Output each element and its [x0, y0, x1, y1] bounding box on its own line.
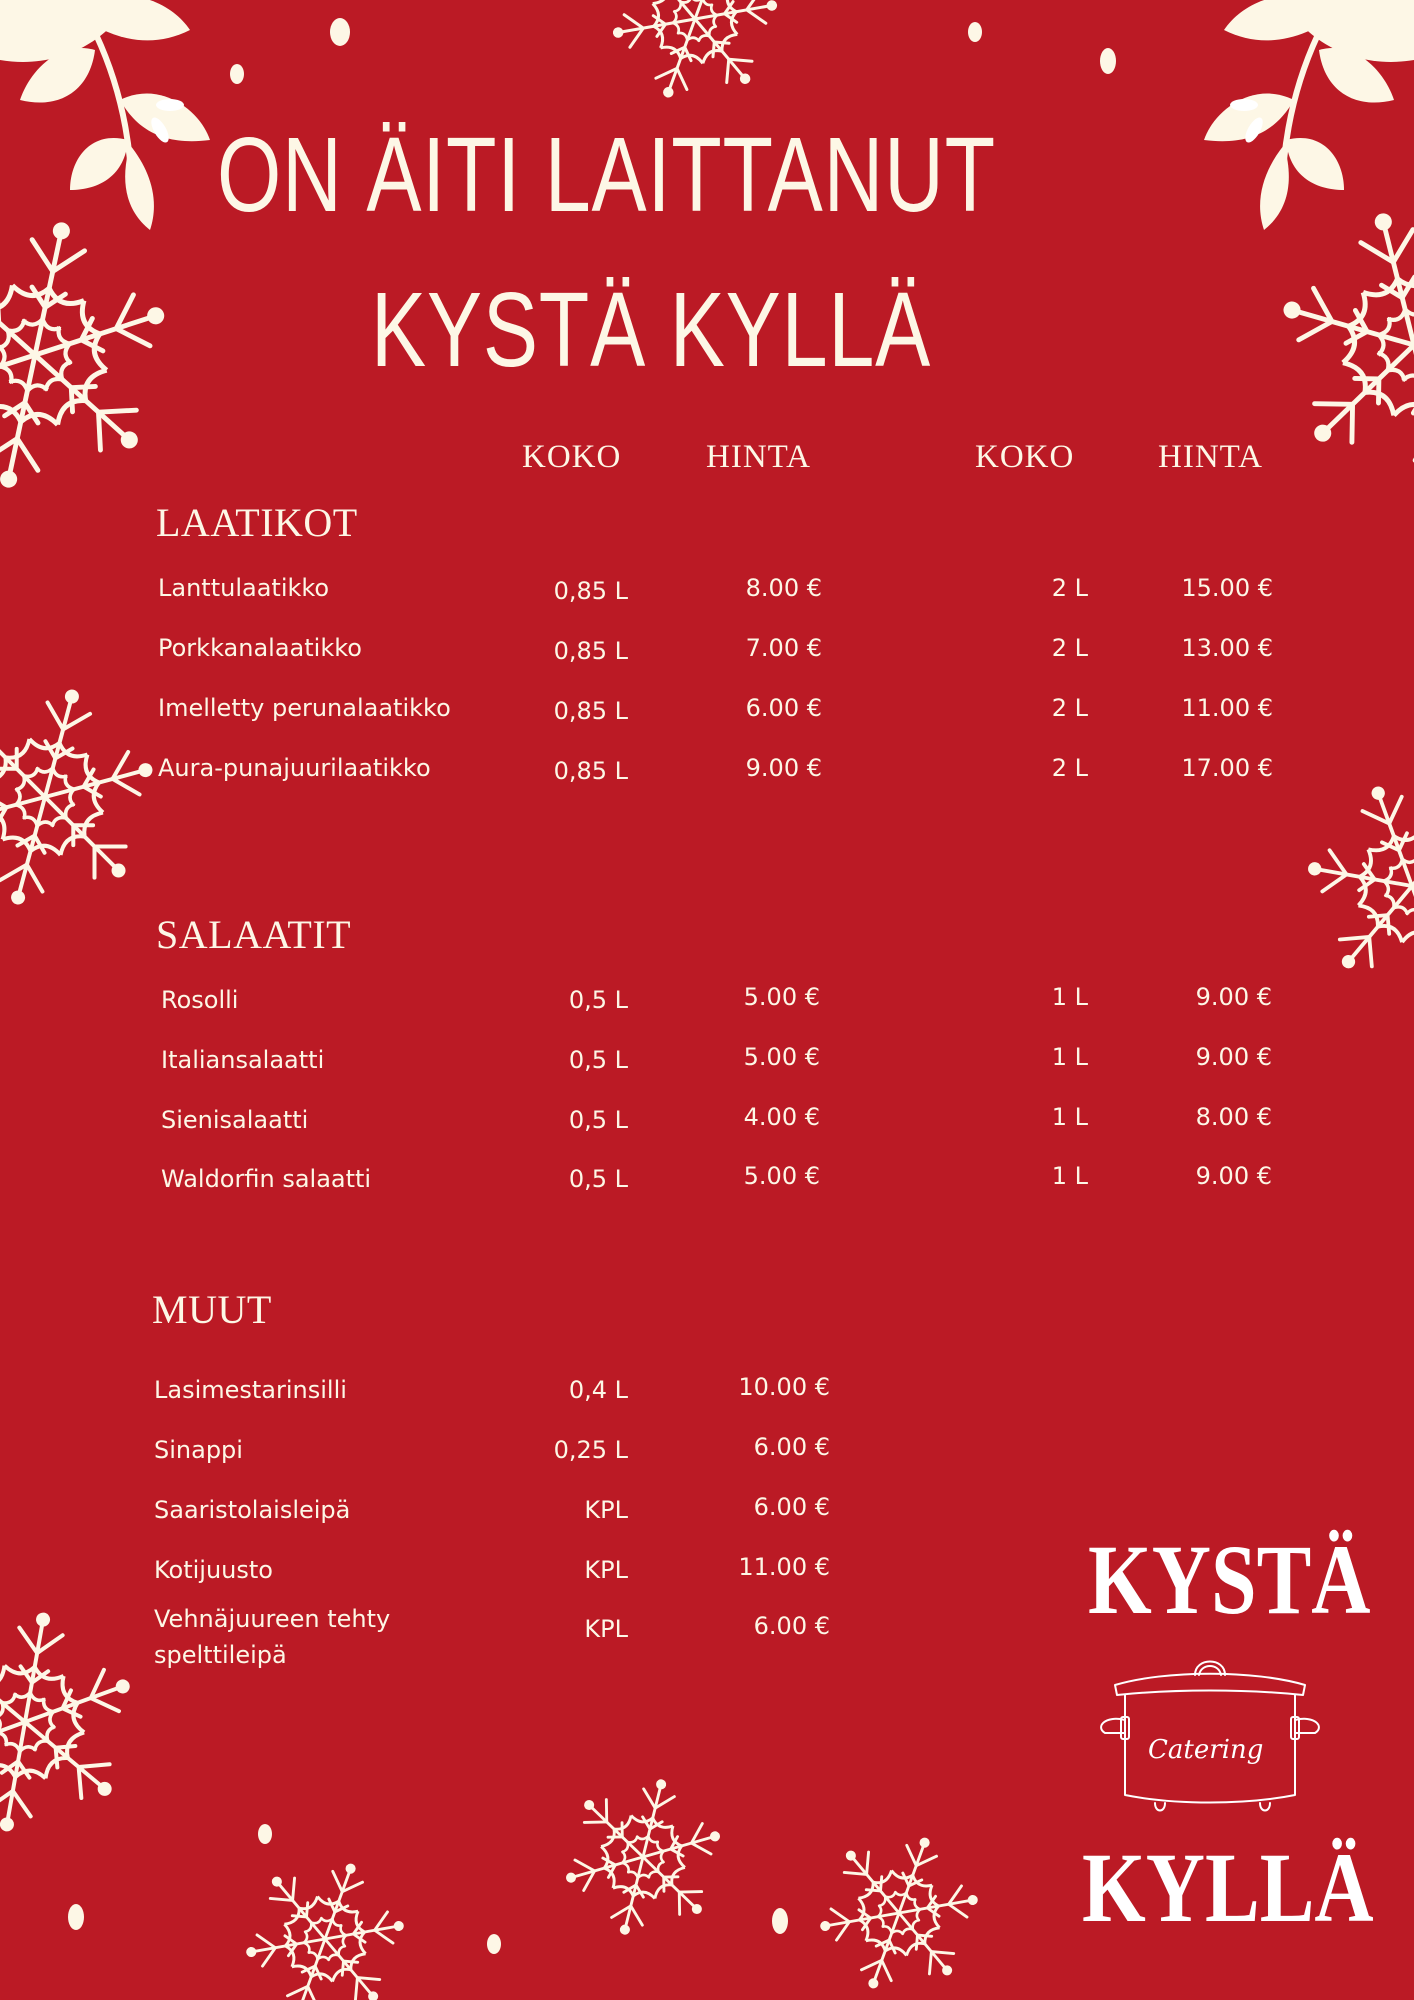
item-size-1: 0,4 L — [568, 1376, 628, 1404]
item-name: Lasimestarinsilli — [154, 1376, 347, 1404]
item-size-2: 1 L — [1051, 1103, 1088, 1131]
item-price-1: 5.00 € — [743, 983, 820, 1011]
item-size-1: 0,85 L — [553, 757, 628, 785]
dot-decoration — [1100, 48, 1116, 74]
item-price-2: 11.00 € — [1181, 694, 1273, 722]
item-name: Waldorfin salaatti — [161, 1165, 372, 1193]
item-price-1: 4.00 € — [743, 1103, 820, 1131]
dot-decoration — [772, 1908, 788, 1934]
item-size-2: 1 L — [1051, 1043, 1088, 1071]
item-price-2: 15.00 € — [1181, 574, 1273, 602]
item-price-1: 6.00 € — [753, 1433, 830, 1461]
item-size-1: KPL — [584, 1496, 628, 1524]
item-size-2: 1 L — [1051, 983, 1088, 1011]
logo-script-catering: Catering — [1148, 1735, 1264, 1765]
item-size-1: 0,85 L — [553, 637, 628, 665]
column-header-size-2: KOKO — [975, 439, 1075, 475]
page-title-line-1: ON ÄITI LAITTANUT — [217, 116, 996, 234]
section-heading-muut: MUUT — [152, 1287, 272, 1332]
item-size-1: KPL — [584, 1615, 628, 1643]
item-name-line-2: spelttileipä — [154, 1641, 287, 1669]
item-size-2: 2 L — [1051, 574, 1088, 602]
item-name: Imelletty perunalaatikko — [158, 694, 451, 722]
item-price-2: 9.00 € — [1195, 1043, 1272, 1071]
column-header-price-1: HINTA — [706, 439, 811, 475]
item-size-1: 0,5 L — [568, 986, 628, 1014]
item-price-1: 7.00 € — [745, 634, 822, 662]
logo-word-top: KYSTÄ — [1088, 1524, 1371, 1635]
dot-decoration — [68, 1904, 84, 1930]
item-size-1: 0,5 L — [568, 1106, 628, 1134]
item-name: Lanttulaatikko — [158, 574, 330, 602]
item-size-2: 2 L — [1051, 694, 1088, 722]
item-price-2: 9.00 € — [1195, 983, 1272, 1011]
item-size-1: 0,5 L — [568, 1046, 628, 1074]
item-price-1: 8.00 € — [745, 574, 822, 602]
item-price-2: 9.00 € — [1195, 1162, 1272, 1190]
section-heading-salaatit: SALAATIT — [156, 912, 352, 957]
item-price-1: 6.00 € — [753, 1493, 830, 1521]
item-name-line-1: Vehnäjuureen tehty — [154, 1605, 391, 1633]
item-price-1: 5.00 € — [743, 1162, 820, 1190]
item-price-2: 17.00 € — [1181, 754, 1273, 782]
item-price-1: 6.00 € — [753, 1612, 830, 1640]
item-size-1: 0,85 L — [553, 577, 628, 605]
item-size-2: 1 L — [1051, 1162, 1088, 1190]
item-name: Italiansalaatti — [161, 1046, 325, 1074]
item-name: Saaristolaisleipä — [154, 1496, 351, 1524]
dot-decoration — [330, 18, 350, 46]
item-price-1: 6.00 € — [745, 694, 822, 722]
item-price-1: 11.00 € — [738, 1553, 830, 1581]
item-size-2: 2 L — [1051, 754, 1088, 782]
item-size-1: KPL — [584, 1556, 628, 1584]
dot-decoration — [230, 64, 244, 84]
item-name: Porkkanalaatikko — [158, 634, 362, 662]
item-size-1: 0,5 L — [568, 1165, 628, 1193]
item-price-1: 9.00 € — [745, 754, 822, 782]
dot-decoration — [968, 22, 982, 42]
item-name: Kotijuusto — [154, 1556, 273, 1584]
item-size-1: 0,85 L — [553, 697, 628, 725]
logo-word-bottom: KYLLÄ — [1082, 1832, 1374, 1943]
item-name: Sinappi — [154, 1436, 243, 1464]
item-size-2: 2 L — [1051, 634, 1088, 662]
item-size-1: 0,25 L — [553, 1436, 628, 1464]
column-header-size-1: KOKO — [522, 439, 622, 475]
item-price-1: 5.00 € — [743, 1043, 820, 1071]
item-price-1: 10.00 € — [738, 1373, 830, 1401]
section-heading-laatikot: LAATIKOT — [156, 500, 358, 545]
page-title-line-2: KYSTÄ KYLLÄ — [371, 271, 932, 389]
item-name: Aura-punajuurilaatikko — [158, 754, 431, 782]
item-name: Rosolli — [161, 986, 239, 1014]
dot-decoration — [487, 1934, 501, 1954]
column-header-price-2: HINTA — [1158, 439, 1263, 475]
dot-decoration — [258, 1824, 272, 1844]
item-name: Sienisalaatti — [161, 1106, 309, 1134]
item-price-2: 8.00 € — [1195, 1103, 1272, 1131]
item-price-2: 13.00 € — [1181, 634, 1273, 662]
